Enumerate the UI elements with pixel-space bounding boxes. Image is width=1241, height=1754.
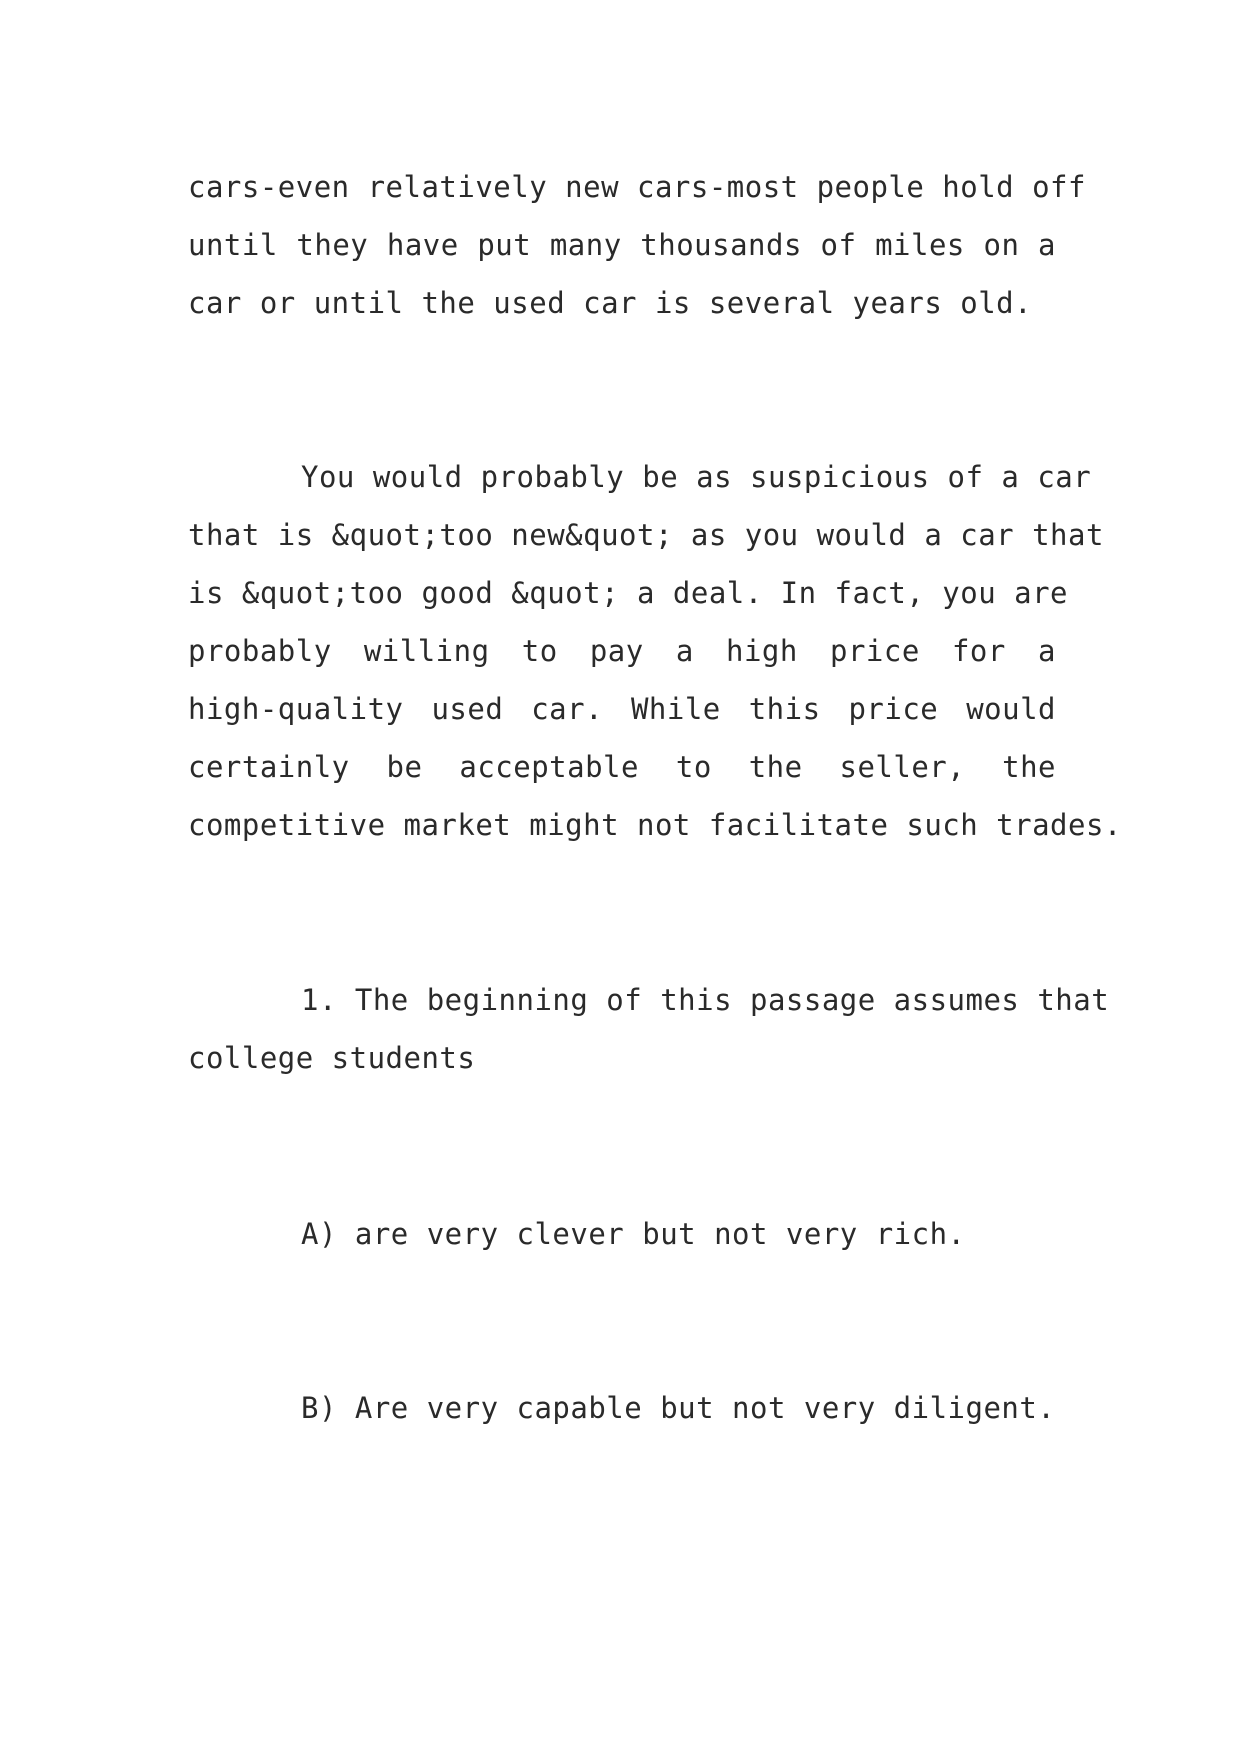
paragraph-2-line: You would probably be as suspicious of a car (301, 460, 1092, 494)
question-1 (188, 971, 1110, 1087)
paragraph-1-line: cars-even relatively new cars-most people hold off (188, 170, 1086, 204)
paragraph-2-line: probably willing to pay a high price for a (188, 634, 1056, 668)
paragraph-1-line: car or until the used car is several years old. (188, 286, 1033, 320)
option-b: B) Are very capable but not very diligent. (301, 1391, 1056, 1425)
option-a: A) are very clever but not very rich. (301, 1217, 966, 1251)
paragraph-1 (188, 158, 1086, 332)
paragraph-1-line: until they have put many thousands of miles on a (188, 228, 1056, 262)
paragraph-2-line: certainly be acceptable to the seller, the (188, 750, 1056, 784)
paragraph-2-line: that is &quot;too new&quot; as you would a car that (188, 518, 1104, 552)
paragraph-2-line: is &quot;too good &quot; a deal. In fact, you are (188, 576, 1069, 610)
paragraph-2-line: high-quality used car. While this price would (188, 692, 1056, 726)
question-line: college students (188, 1041, 476, 1075)
paragraph-2-line: competitive market might not facilitate such trades. (188, 808, 1122, 842)
question-line: 1. The beginning of this passage assumes that (301, 983, 1110, 1017)
paragraph-2 (188, 448, 1122, 854)
